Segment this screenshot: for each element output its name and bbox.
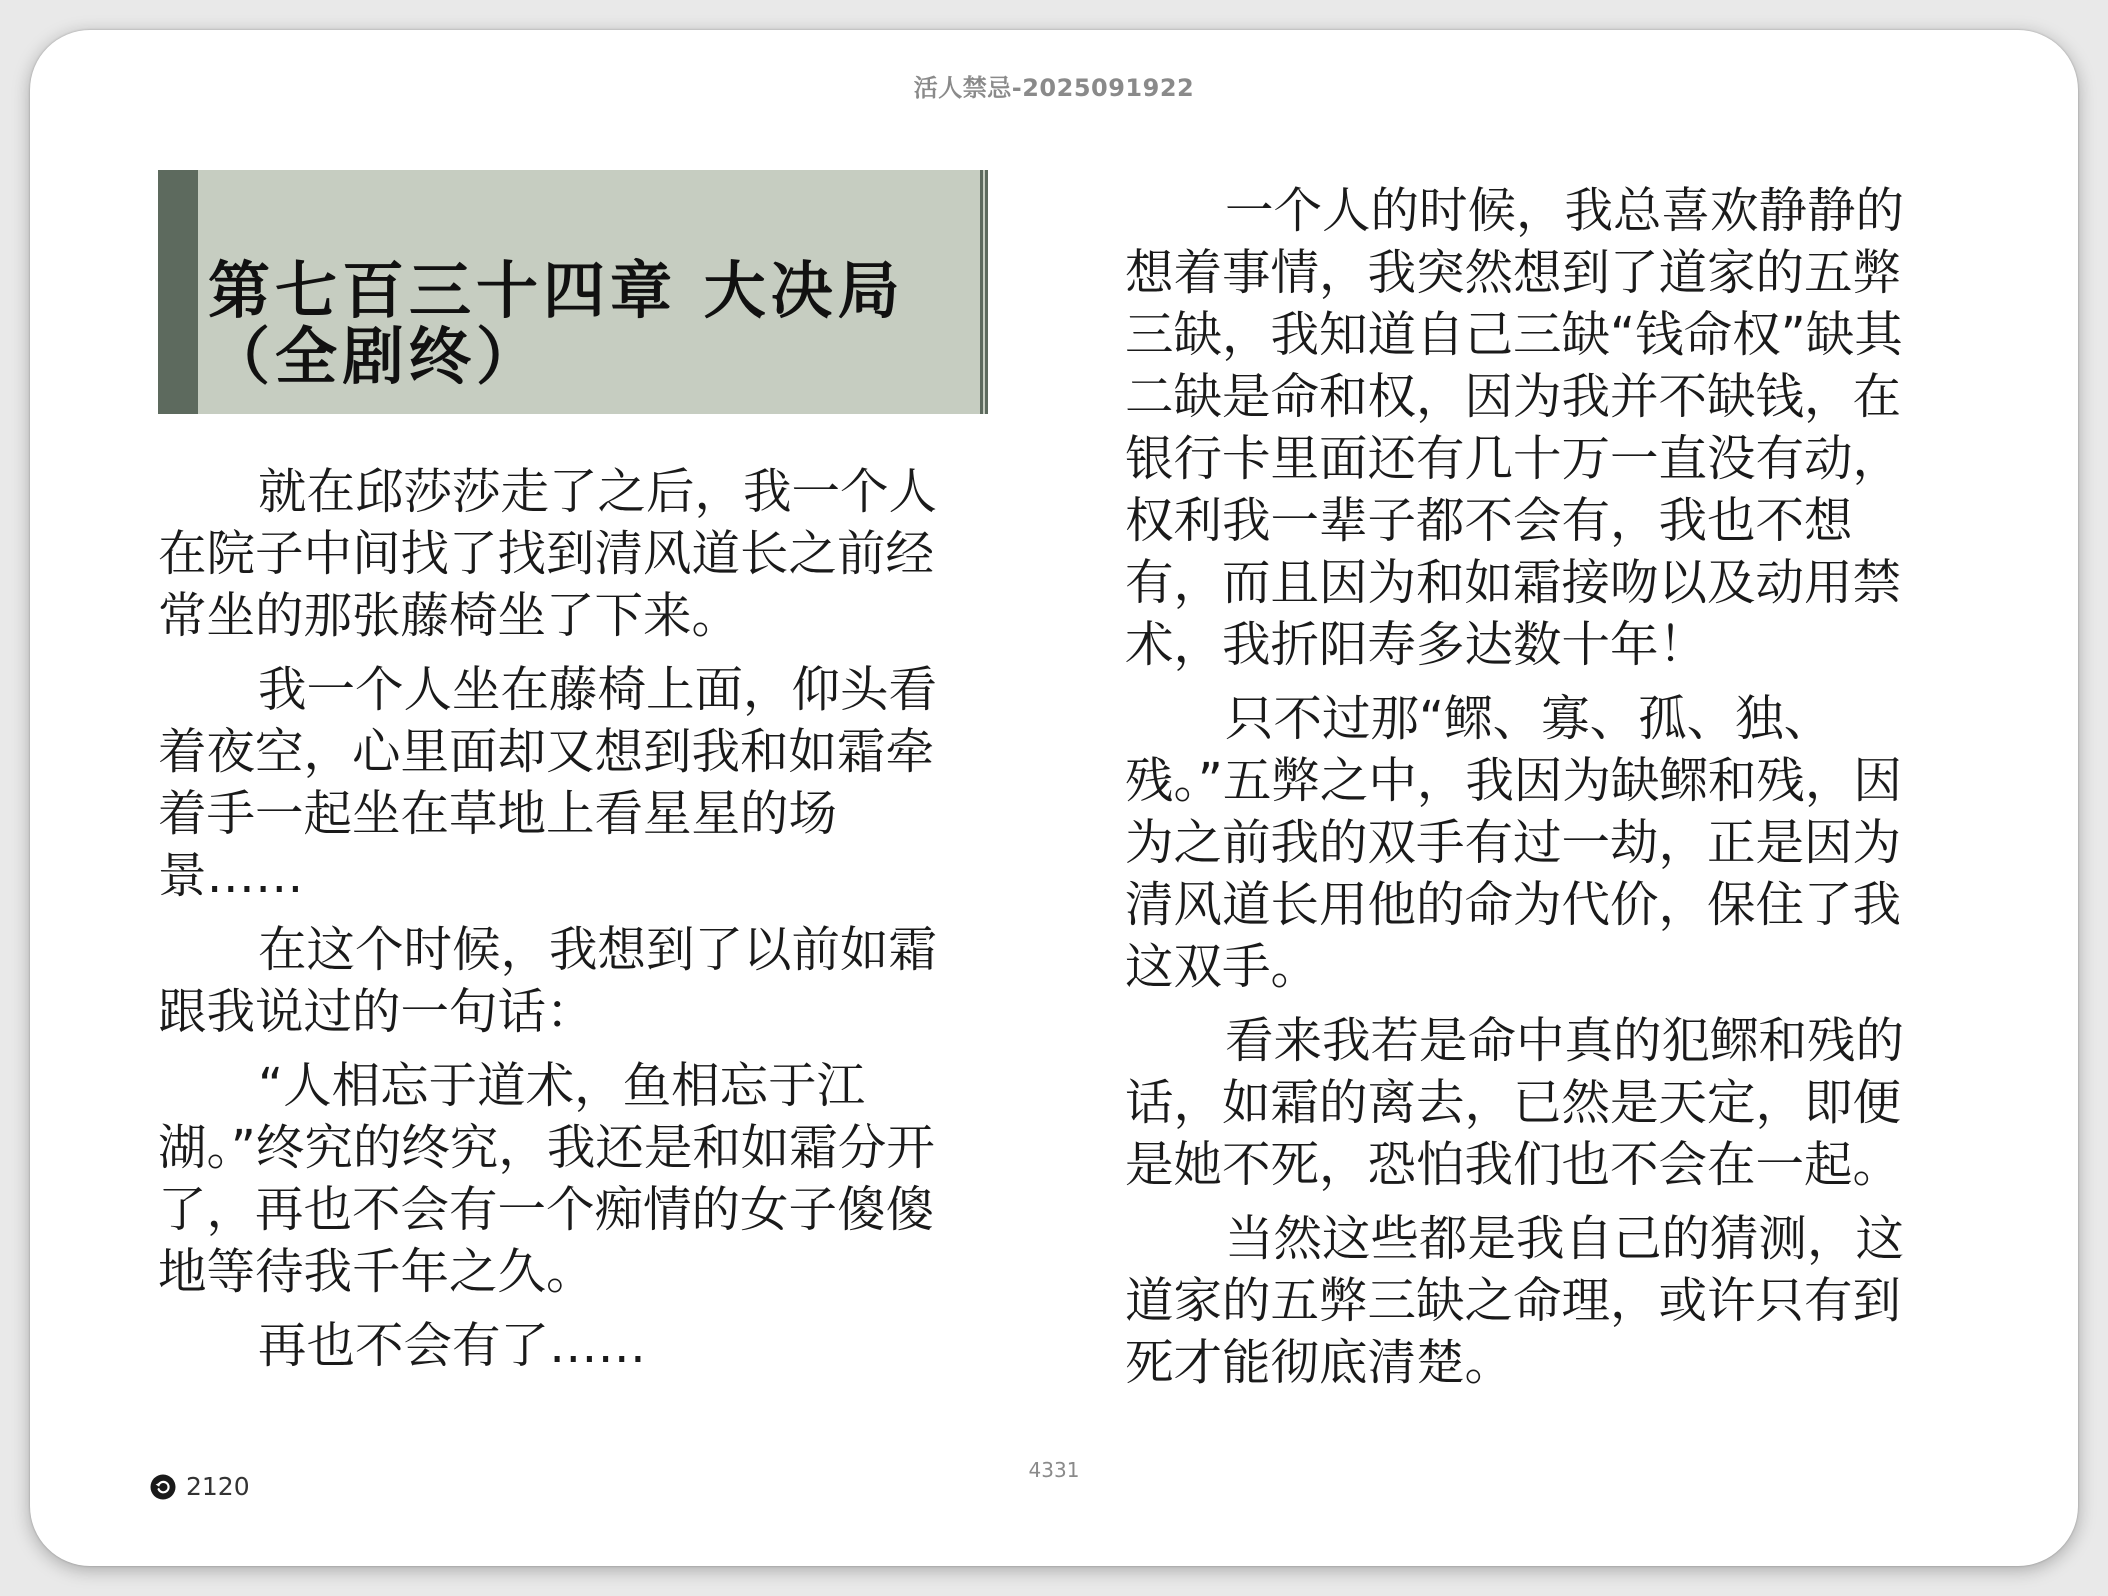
paragraph: 在这个时候，我想到了以前如霜跟我说过的一句话： — [158, 922, 938, 1040]
back-to-page-button[interactable] — [150, 1472, 250, 1501]
paragraph: 我一个人坐在藤椅上面，仰头看着夜空，心里面却又想到我和如霜牵着手一起坐在草地上看星星的场景…… — [158, 662, 938, 904]
back-page-number: 2120 — [186, 1472, 250, 1501]
paragraph: 再也不会有了…… — [258, 1318, 647, 1374]
paragraph: 看来我若是命中真的犯鳏和残的话，如霜的离去，已然是天定，即便是她不死，恐怕我们也不会在一起。 — [1125, 1013, 1905, 1193]
book-title: 活人禁忌-2025091922 — [913, 74, 1195, 102]
right-page-column — [1125, 180, 1931, 1406]
chapter-heading-bar — [158, 170, 198, 414]
reader-window — [30, 30, 2078, 1566]
paragraph: 当然这些都是我自己的猜测，这道家的五弊三缺之命理，或许只有到死才能彻底清楚。 — [1125, 1211, 1905, 1391]
chapter-heading-box — [158, 170, 988, 414]
left-page-column — [158, 170, 964, 1389]
paragraph: 就在邱莎莎走了之后，我一个人在院子中间找了找到清风道长之前经常坐的那张藤椅坐了下来。 — [158, 464, 938, 644]
chapter-title: 第七百三十四章 大决局（全剧终） — [208, 254, 905, 393]
paragraph: 一个人的时候，我总喜欢静静的想着事情，我突然想到了道家的五弊三缺，我知道自己三缺“钱命权”缺其二缺是命和权，因为我并不缺钱，在银行卡里面还有几十万一直没有动，权利我一辈子都不会有，我也不想有，而且因为和如霜接吻以及动用禁术，我折阳寿多达数十年！ — [1125, 183, 1905, 673]
back-arrow-circle-icon — [150, 1474, 176, 1500]
page-number: 4331 — [1028, 1458, 1080, 1482]
paragraph: “人相忘于道术，鱼相忘于江湖。”终究的终究，我还是和如霜分开了，再也不会有一个痴情的女子傻傻地等待我千年之久。 — [158, 1058, 935, 1300]
paragraph: 只不过那“鳏、寡、孤、独、残。”五弊之中，我因为缺鳏和残，因为之前我的双手有过一劫，正是因为清风道长用他的命为代价，保住了我这双手。 — [1125, 691, 1902, 995]
chapter-heading-edge — [980, 170, 988, 414]
